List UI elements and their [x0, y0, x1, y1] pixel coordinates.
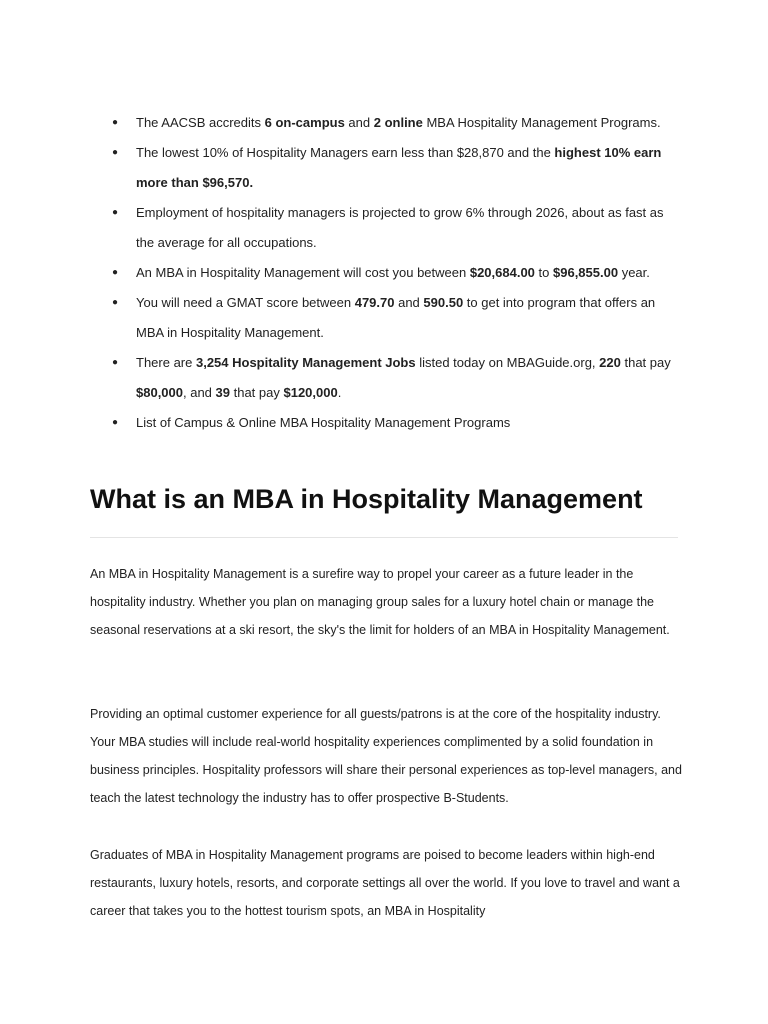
fact-text: List of Campus & Online MBA Hospitality Management Programs: [136, 415, 511, 430]
fact-emphasis: $80,000: [136, 385, 183, 400]
fact-list-item: [110, 408, 680, 438]
fact-emphasis: $96,855.00: [553, 265, 619, 280]
fact-text: The lowest 10% of Hospitality Managers earn less than $28,870 and the: [136, 145, 555, 160]
bullet-icon: ●: [112, 207, 119, 218]
fact-text: You will need a GMAT score between: [136, 295, 355, 310]
fact-text: listed today on MBAGuide.org,: [415, 355, 600, 370]
fact-text: that pay: [620, 355, 671, 370]
paragraph: Providing an optimal customer experience for all guests/patrons is at the core of the hospitality industry. Your MBA studies will include real-world hospitality experiences complimented by a solid foundation in business principles. Hospitality professors will share their personal experiences as top-level managers, and teach the latest technology the industry has to offer prospective B-Students.: [90, 707, 682, 805]
fact-text: Employment of hospitality managers is projected to grow 6% through 2026, about as fast as the average for all occupations.: [136, 205, 664, 250]
fact-emphasis: 220: [599, 355, 621, 370]
fact-emphasis: 39: [215, 385, 230, 400]
bullet-icon: ●: [112, 297, 119, 308]
fact-text: There are: [136, 355, 196, 370]
fact-text: An MBA in Hospitality Management will cost you between: [136, 265, 470, 280]
fact-list: [110, 108, 680, 438]
fact-list-item: [110, 348, 680, 408]
fact-text: and: [394, 295, 424, 310]
fact-text: to: [534, 265, 553, 280]
paragraph: Graduates of MBA in Hospitality Management programs are poised to become leaders within high-end restaurants, luxury hotels, resorts, and corporate settings all over the world. If you love to travel and want a career that takes you to the hottest tourism spots, an MBA in Hospitality: [90, 848, 680, 918]
bullet-icon: ●: [112, 417, 119, 428]
section-heading: What is an MBA in Hospitality Management: [90, 484, 643, 514]
fact-text: to get into program that offers an MBA in Hospitality Management.: [136, 295, 656, 340]
fact-emphasis: 479.70: [354, 295, 395, 310]
fact-list-item: [110, 258, 680, 288]
fact-text: year.: [618, 265, 650, 280]
fact-emphasis: highest 10% earn more than $96,570.: [136, 145, 662, 190]
fact-emphasis: $20,684.00: [469, 265, 535, 280]
bullet-icon: ●: [112, 267, 119, 278]
fact-text: The AACSB accredits: [136, 115, 265, 130]
fact-emphasis: 590.50: [423, 295, 464, 310]
fact-text: , and: [183, 385, 216, 400]
fact-emphasis: 6 on-campus: [264, 115, 345, 130]
fact-emphasis: 3,254 Hospitality Management Jobs: [195, 355, 416, 370]
fact-text: .: [337, 385, 342, 400]
fact-text: MBA Hospitality Management Programs.: [422, 115, 661, 130]
paragraph: An MBA in Hospitality Management is a surefire way to propel your career as a future leader in the hospitality industry. Whether you plan on managing group sales for a luxury hotel chain or manage the seasonal reservations at a ski resort, the sky's the limit for holders of an MBA in Hospitality Management.: [90, 567, 670, 637]
bullet-icon: ●: [112, 117, 119, 128]
fact-list-item: [110, 288, 680, 348]
bullet-icon: ●: [112, 357, 119, 368]
fact-text: and: [344, 115, 374, 130]
heading-divider: [90, 537, 678, 538]
fact-list-item: [110, 198, 680, 258]
fact-text: that pay: [230, 385, 284, 400]
fact-list-item: [110, 108, 680, 138]
fact-list-item: [110, 138, 680, 198]
bullet-icon: ●: [112, 147, 119, 158]
fact-emphasis: 2 online: [373, 115, 423, 130]
fact-emphasis: $120,000: [283, 385, 338, 400]
